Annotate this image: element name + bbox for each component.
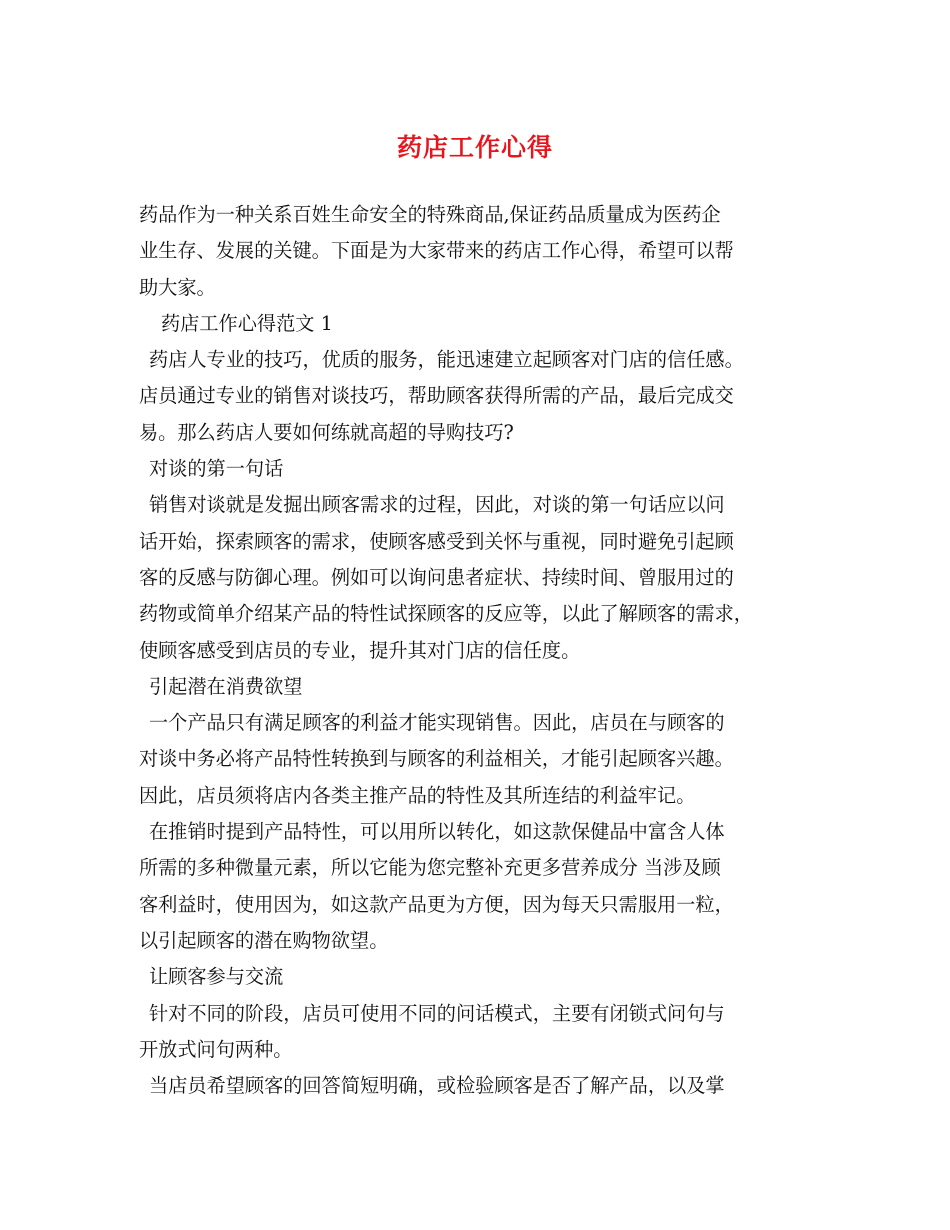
text-line: 对谈中务必将产品特性转换到与顾客的利益相关，才能引起顾客兴趣。 [139, 747, 734, 771]
text-line: 对谈的第一句话 [149, 457, 284, 481]
text-line: 药店人专业的技巧，优质的服务，能迅速建立起顾客对门店的信任感。 [149, 348, 744, 372]
text-line: 药品作为一种关系百姓生命安全的特殊商品,保证药品质量成为医药企 [139, 203, 721, 226]
document-body [139, 197, 829, 1104]
text-line: 药物或简单介绍某产品的特性试探顾客的反应等，以此了解顾客的需求， [139, 602, 753, 626]
text-line: 让顾客参与交流 [149, 965, 284, 989]
text-line: 引起潜在消费欲望 [149, 674, 303, 698]
text-line: 当店员希望顾客的回答简短明确，或检验顾客是否了解产品，以及掌 [149, 1074, 725, 1098]
text-line: 以引起顾客的潜在购物欲望。 [139, 928, 389, 952]
text-line: 使顾客感受到店员的专业，提升其对门店的信任度。 [139, 638, 581, 662]
text-line: 一个产品只有满足顾客的利益才能实现销售。因此，店员在与顾客的 [149, 711, 725, 735]
document-title: 药店工作心得 [396, 133, 553, 162]
text-line: 所需的多种微量元素，所以它能为您完整补充更多营养成分 当涉及顾 [139, 856, 721, 880]
text-line: 开放式问句两种。 [139, 1037, 293, 1061]
text-line: 易。那么药店人要如何练就高超的导购技巧? [139, 420, 514, 444]
text-line: 药店工作心得范文 1 [161, 311, 333, 335]
text-line: 销售对谈就是发掘出顾客需求的过程，因此，对谈的第一句话应以问 [149, 493, 725, 517]
text-line: 客利益时，使用因为，如这款产品更为方便，因为每天只需服用一粒， [139, 892, 734, 916]
text-line: 客的反感与防御心理。例如可以询问患者症状、持续时间、曾服用过的 [139, 565, 734, 589]
text-line: 助大家。 [139, 275, 216, 299]
text-line: 话开始，探索顾客的需求，使顾客感受到关怀与重视，同时避免引起顾 [139, 529, 734, 553]
text-line: 业生存、发展的关键。下面是为大家带来的药店工作心得，希望可以帮 [139, 239, 734, 263]
text-line: 因此，店员须将店内各类主推产品的特性及其所连结的利益牢记。 [139, 783, 696, 807]
text-line: 店员通过专业的销售对谈技巧，帮助顾客获得所需的产品，最后完成交 [139, 384, 734, 408]
text-line: 在推销时提到产品特性，可以用所以转化，如这款保健品中富含人体 [149, 820, 725, 844]
text-line: 针对不同的阶段，店员可使用不同的问话模式，主要有闭锁式问句与 [149, 1001, 725, 1025]
